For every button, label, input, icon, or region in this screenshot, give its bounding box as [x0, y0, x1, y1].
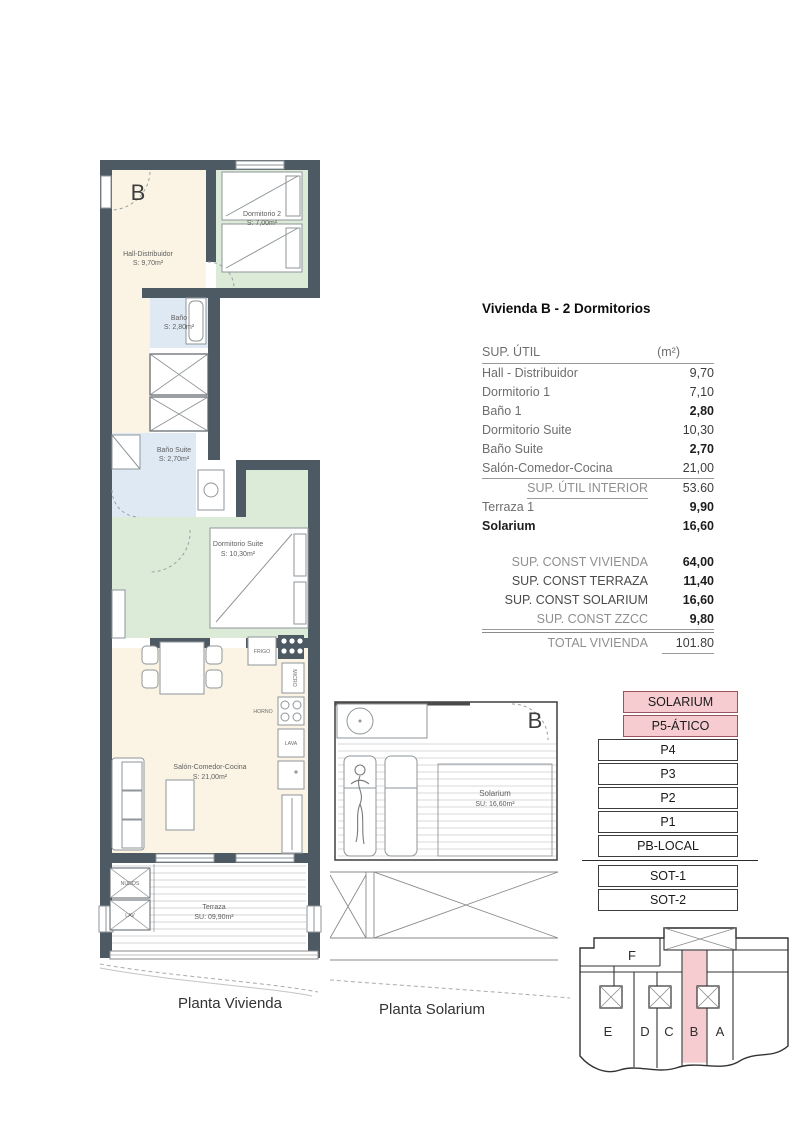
block-key-plan: [572, 920, 800, 1092]
solarium-floor-plan: [330, 692, 570, 1024]
solarium-label: Solarium: [479, 789, 511, 798]
solarium-unit-letter: B: [527, 708, 543, 733]
lava-label: LAVA: [284, 741, 298, 747]
terraza-label: Terraza: [202, 904, 226, 911]
bano-area: S: 2,80m²: [163, 324, 195, 331]
solarium-caption: Planta Solarium: [379, 1001, 485, 1018]
table-row: Baño Suite 2,70: [482, 442, 714, 456]
unit-label-d: D: [640, 1024, 650, 1039]
shafts: [150, 354, 208, 431]
summary-header: [482, 343, 714, 364]
suite-label: Dormitorio Suite: [212, 541, 264, 548]
vivienda-caption: Planta Vivienda: [178, 995, 282, 1012]
frigo-label: FRIGO: [253, 649, 271, 655]
floor-level-sot2: SOT-2: [598, 889, 738, 911]
lav-label: LAV: [125, 913, 135, 919]
area-summary: [482, 301, 714, 653]
micro-label: MICRO: [291, 669, 297, 687]
floor-level-sot1: SOT-1: [598, 865, 738, 887]
table-row: Solarium 16,60: [482, 519, 714, 533]
floor-level-p5: P5-ÁTICO: [623, 715, 738, 737]
hall-area: S: 9,70m²: [132, 260, 164, 267]
table-row: Baño 1 2,80: [482, 404, 714, 418]
grade-line: [330, 980, 570, 998]
horno-label: HORNO: [253, 709, 273, 715]
nudos-label: NUDOS: [120, 881, 140, 887]
table-row: Dormitorio 1 7,10: [482, 385, 714, 399]
summary-title: Vivienda B - 2 Dormitorios: [482, 301, 651, 316]
grade-line-2: [100, 968, 312, 996]
salon-area: S: 21,00m²: [192, 774, 228, 781]
bano-label: Baño: [170, 315, 188, 322]
terrace-utility-boxes: [110, 864, 154, 932]
dorm2-label: Dormitorio 2: [242, 211, 282, 218]
vivienda-floor-plan: [86, 150, 326, 1022]
table-row: Salón-Comedor-Cocina 21,00: [482, 459, 714, 479]
hall-label: Hall-Distribuidor: [123, 251, 173, 258]
const-row: SUP. CONST SOLARIUM 16,60: [504, 593, 714, 607]
unit-letter: B: [130, 180, 146, 205]
dorm2-area: S: 7,00m²: [246, 220, 278, 227]
unit-label-e: E: [603, 1024, 613, 1039]
floor-stack-diagram: [598, 691, 738, 913]
unit-label-a: A: [715, 1024, 725, 1039]
const-row: SUP. CONST TERRAZA 11,40: [511, 574, 714, 588]
terraza-area: SU: 09,90m²: [194, 914, 234, 921]
table-row: Dormitorio Suite 10,30: [482, 423, 714, 437]
floor-level-p2: P2: [598, 787, 738, 809]
bano-suite-label: Baño Suite: [156, 447, 192, 454]
total-row: TOTAL VIVIENDA 101.80: [482, 632, 714, 653]
unit-label-b: B: [689, 1024, 699, 1039]
grade-line: [100, 964, 318, 992]
floor-level-p4: P4: [598, 739, 738, 761]
interior-total-row: SUP. ÚTIL INTERIOR 53.60: [482, 479, 714, 498]
header-unit: (m²): [657, 345, 680, 359]
const-row: SUP. CONST VIVIENDA 64,00: [511, 555, 714, 569]
floor-level-p3: P3: [598, 763, 738, 785]
sink-drain: [359, 720, 362, 723]
salon-label: Salón-Comedor-Cocina: [173, 764, 247, 771]
floor-level-pb: PB-LOCAL: [598, 835, 738, 857]
floor-level-solarium: SOLARIUM: [623, 691, 738, 713]
suite-area: S: 10,30m²: [220, 551, 256, 558]
const-row: SUP. CONST ZZCC 9,80: [482, 610, 714, 630]
header-label: SUP. ÚTIL: [482, 345, 541, 359]
table-row: Terraza 1 9,90: [482, 500, 714, 514]
ground-line: [582, 860, 758, 861]
solarium-area: SU: 16,60m²: [475, 801, 515, 808]
table-row: Hall - Distribuidor 9,70: [482, 366, 714, 380]
bano-suite-area: S: 2,70m²: [158, 456, 190, 463]
floor-level-p1: P1: [598, 811, 738, 833]
section-band: [330, 872, 558, 938]
unit-label-c: C: [664, 1024, 674, 1039]
unit-label-f: F: [628, 948, 636, 963]
